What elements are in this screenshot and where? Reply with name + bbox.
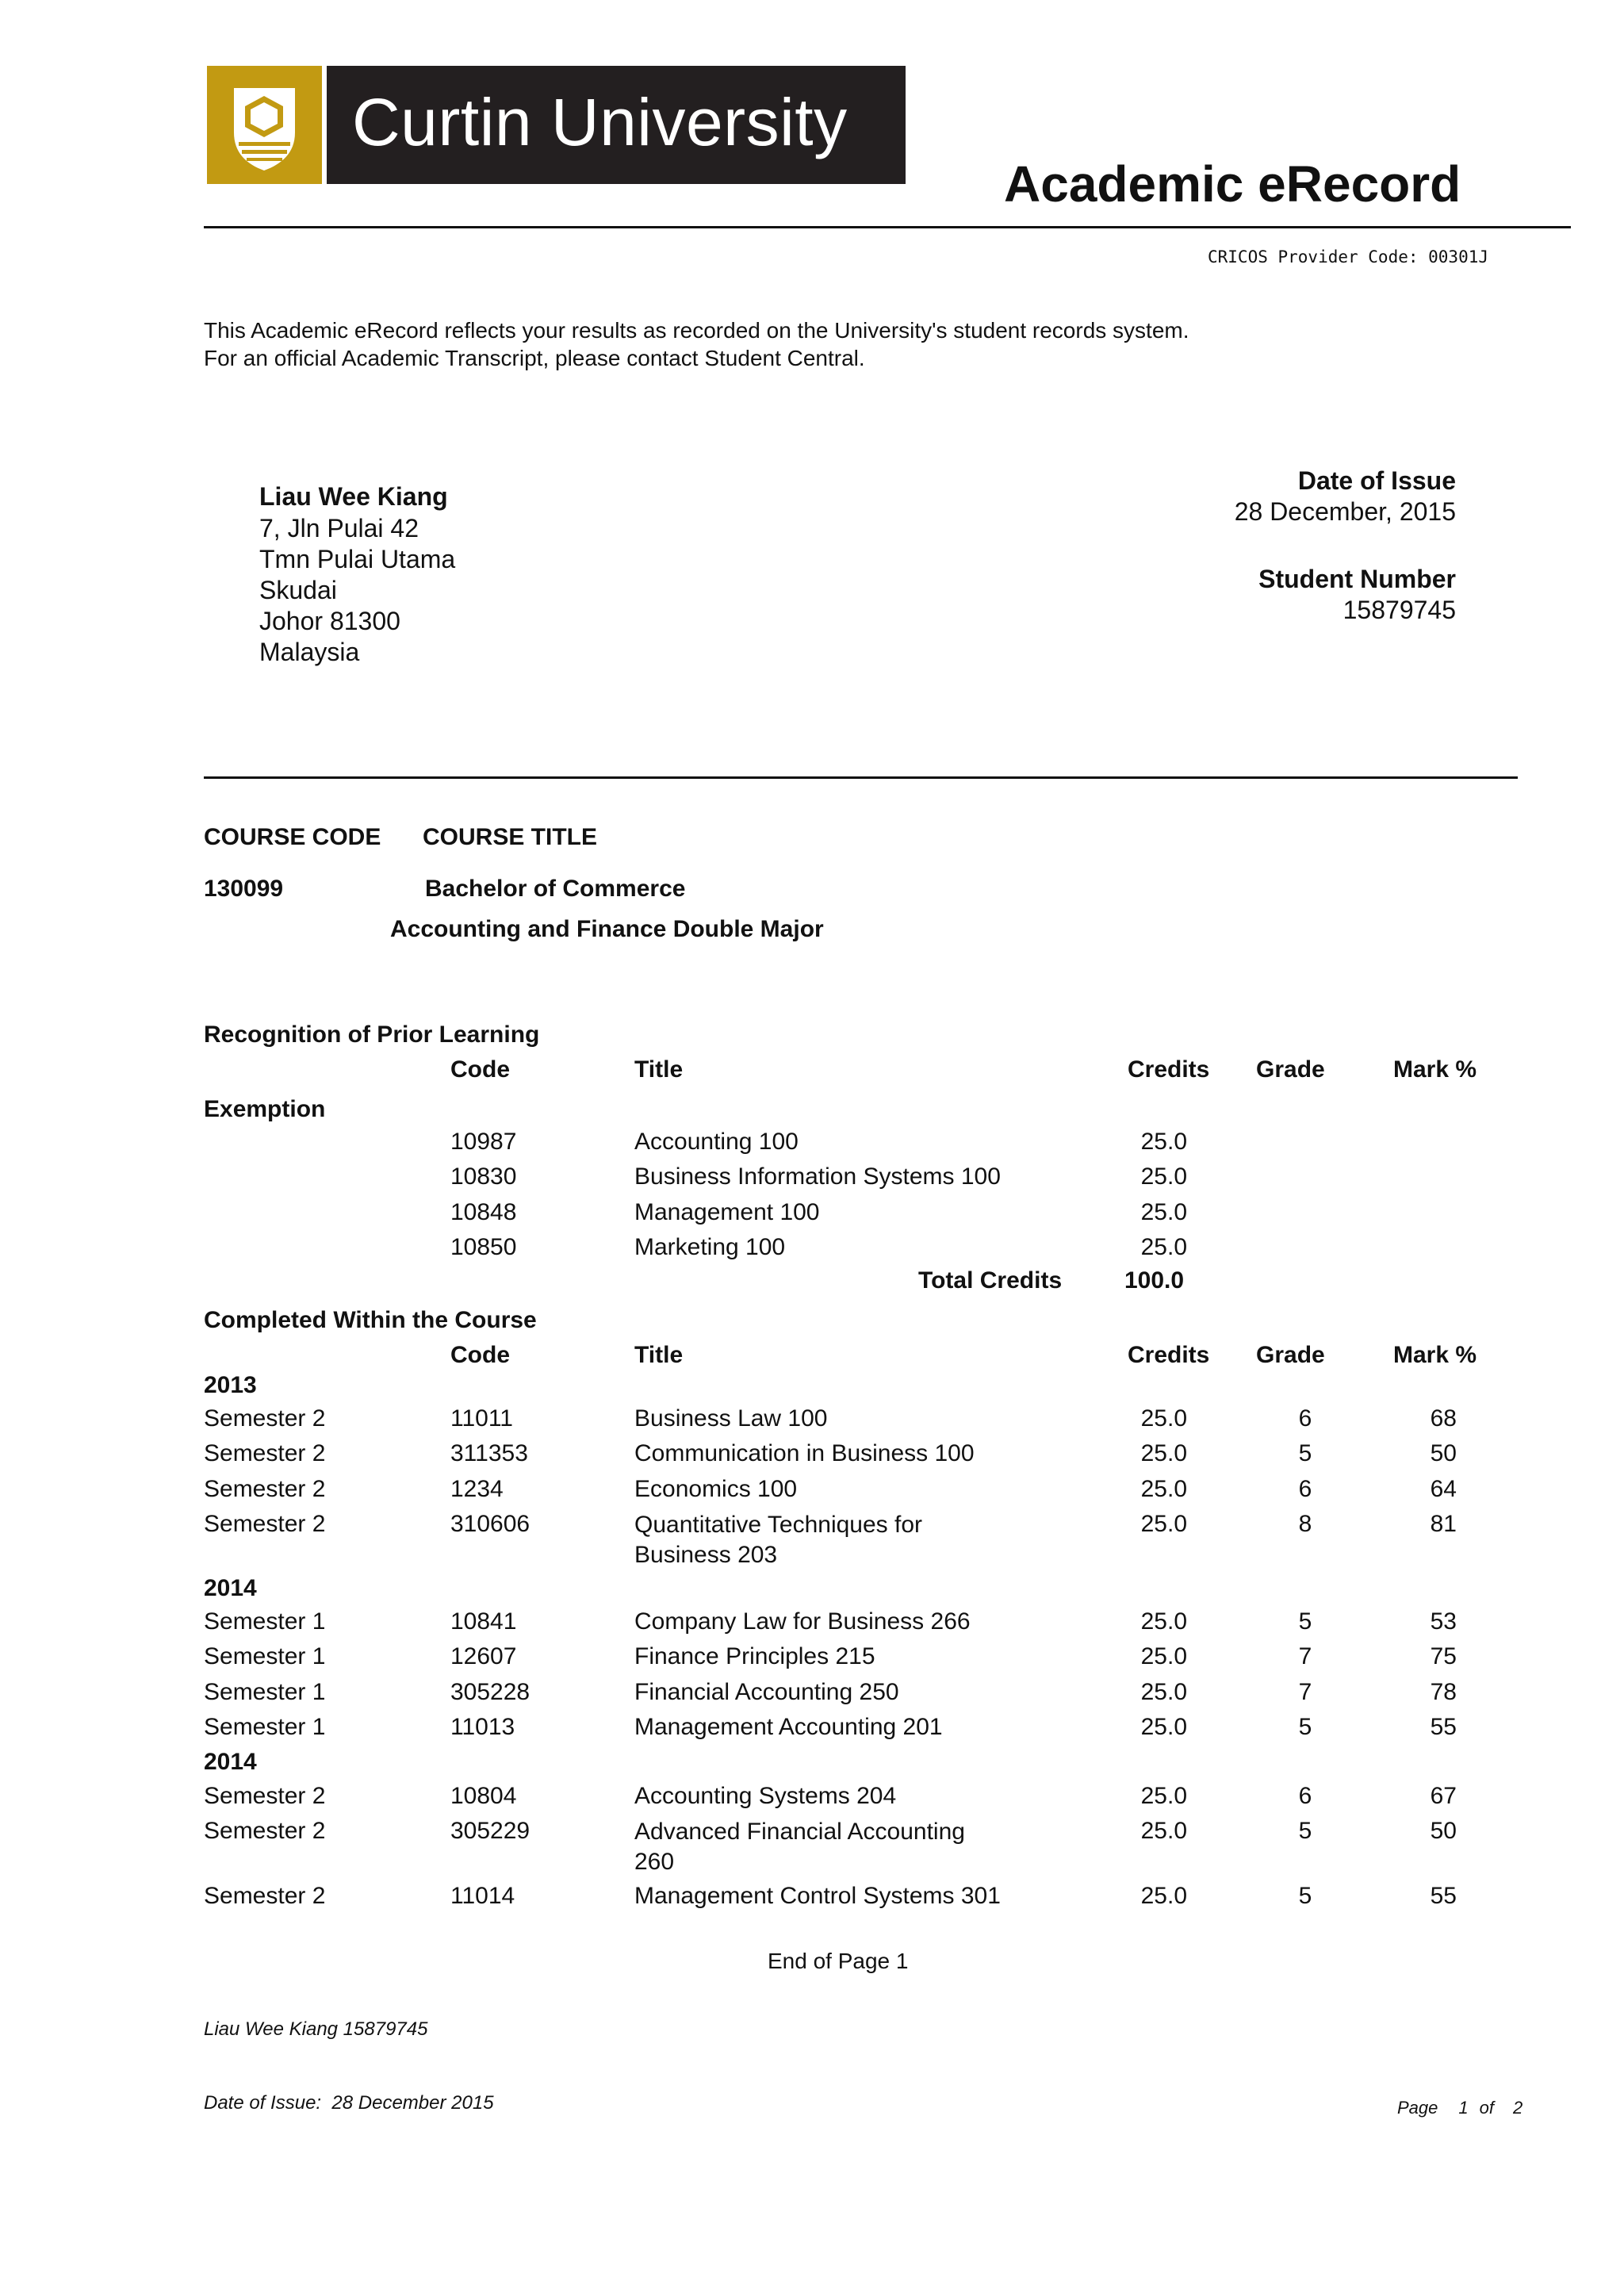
cell-credits: 25.0 [1140,1643,1187,1669]
address-line: Malaysia [259,638,360,666]
cell-credits: 25.0 [1140,1129,1187,1155]
logo-text: Curtin University [352,85,848,159]
footer-issue-line: Date of Issue: 28 December 2015 [204,2092,494,2114]
cell-code: 12607 [450,1643,517,1669]
cricos-code: CRICOS Provider Code: 00301J [1208,247,1489,266]
end-of-page: End of Page 1 [768,1949,909,1973]
cell-grade: 5 [1298,1440,1312,1466]
cell-title: Finance Principles 215 [634,1643,875,1669]
cell-credits: 25.0 [1140,1476,1187,1502]
student-name: Liau Wee Kiang [259,482,448,511]
column-header-mark: Mark % [1393,1056,1477,1083]
year-heading: 2013 [204,1372,257,1398]
intro-line-2: For an official Academic Transcript, please contact Student Central. [204,346,865,370]
cell-grade: 5 [1298,1818,1312,1844]
cell-mark: 55 [1430,1883,1457,1909]
column-header-mark: Mark % [1393,1342,1477,1368]
cell-mark: 50 [1430,1818,1457,1844]
cell-credits: 25.0 [1140,1714,1187,1740]
column-header-title: Title [634,1342,684,1368]
page-indicator [1397,2098,1522,2118]
cell-credits: 25.0 [1140,1818,1187,1844]
cell-credits: 25.0 [1140,1511,1187,1537]
cell-title: Management Accounting 201 [634,1714,943,1740]
cell-code: 10830 [450,1163,517,1190]
cell-code: 305229 [450,1818,530,1844]
cell-mark: 75 [1430,1643,1457,1669]
crest-icon [207,66,322,184]
cell-grade: 5 [1298,1883,1312,1909]
cell-title: Accounting 100 [634,1129,799,1155]
cell-title: Communication in Business 100 [634,1440,975,1466]
cell-code: 11014 [450,1883,515,1909]
cell-mark: 53 [1430,1608,1457,1635]
cell-credits: 25.0 [1140,1440,1187,1466]
cell-grade: 5 [1298,1608,1312,1635]
cell-semester: Semester 2 [204,1476,326,1502]
total-credits-value: 100.0 [1124,1267,1185,1294]
cell-grade: 7 [1298,1643,1312,1669]
year-heading: 2014 [204,1749,257,1775]
column-header-credits: Credits [1128,1056,1210,1083]
cell-credits: 25.0 [1140,1608,1187,1635]
cell-code: 11013 [450,1714,515,1740]
cell-credits: 25.0 [1140,1234,1187,1260]
cell-code: 305228 [450,1679,530,1705]
cell-code: 310606 [450,1511,530,1537]
cell-mark: 55 [1430,1714,1457,1740]
cell-title: Business Information Systems 100 [634,1163,1001,1190]
cell-mark: 50 [1430,1440,1457,1466]
section-divider [204,776,1518,779]
cell-grade: 7 [1298,1679,1312,1705]
page-word: Page [1397,2098,1438,2118]
cell-grade: 6 [1298,1476,1312,1502]
course-title: Bachelor of Commerce [425,876,686,902]
cell-credits: 25.0 [1140,1883,1187,1909]
cell-title: Advanced Financial Accounting 260 [634,1819,965,1875]
cell-mark: 78 [1430,1679,1457,1705]
rpl-subheading: Exemption [204,1096,326,1122]
cell-semester: Semester 2 [204,1818,326,1844]
cell-mark: 64 [1430,1476,1457,1502]
cell-code: 1234 [450,1476,504,1502]
course-major: Accounting and Finance Double Major [390,916,824,942]
address-line: Johor 81300 [259,607,400,635]
date-of-issue-value: 28 December, 2015 [1234,497,1456,526]
year-heading: 2014 [204,1575,257,1601]
date-of-issue-label: Date of Issue [1297,466,1456,495]
cell-semester: Semester 1 [204,1643,326,1669]
page-number: 1 [1458,2098,1469,2118]
cell-code: 10848 [450,1199,517,1225]
cell-code: 11011 [450,1405,513,1432]
address-line: Skudai [259,576,337,604]
column-header-grade: Grade [1256,1056,1325,1083]
cell-grade: 5 [1298,1714,1312,1740]
intro-line-1: This Academic eRecord reflects your results as recorded on the University's student records system. [204,318,1189,343]
cell-title: Financial Accounting 250 [634,1679,899,1705]
total-credits-label: Total Credits [918,1267,1063,1294]
cell-semester: Semester 2 [204,1405,326,1432]
student-number-label: Student Number [1258,565,1456,593]
address-line: 7, Jln Pulai 42 [259,514,419,542]
cell-title: Marketing 100 [634,1234,786,1260]
header-divider [204,226,1571,228]
cell-code: 10850 [450,1234,517,1260]
column-header-credits: Credits [1128,1342,1210,1368]
student-number-value: 15879745 [1342,596,1456,624]
completed-heading: Completed Within the Course [204,1307,537,1333]
cell-title: Economics 100 [634,1476,798,1502]
cell-title: Company Law for Business 266 [634,1608,971,1635]
cell-mark: 67 [1430,1783,1457,1809]
cell-credits: 25.0 [1140,1405,1187,1432]
cell-title: Accounting Systems 204 [634,1783,897,1809]
column-header-code: Code [450,1056,510,1083]
of-word: of [1479,2098,1494,2118]
column-header-title: Title [634,1056,684,1083]
cell-grade: 8 [1298,1511,1312,1537]
cell-mark: 81 [1430,1511,1457,1537]
cell-grade: 6 [1298,1405,1312,1432]
cell-credits: 25.0 [1140,1199,1187,1225]
address-line: Tmn Pulai Utama [259,545,456,573]
page-total: 2 [1513,2098,1523,2118]
cell-title: Management 100 [634,1199,820,1225]
course-code-header: COURSE CODE [204,824,381,850]
cell-title: Management Control Systems 301 [634,1883,1001,1909]
cell-code: 311353 [450,1440,528,1466]
cell-semester: Semester 1 [204,1714,326,1740]
rpl-heading: Recognition of Prior Learning [204,1022,540,1048]
cell-credits: 25.0 [1140,1679,1187,1705]
cell-semester: Semester 1 [204,1608,326,1635]
cell-mark: 68 [1430,1405,1457,1432]
cell-code: 10987 [450,1129,517,1155]
cell-grade: 6 [1298,1783,1312,1809]
cell-credits: 25.0 [1140,1783,1187,1809]
cell-code: 10841 [450,1608,517,1635]
footer-student-line: Liau Wee Kiang 15879745 [204,2018,428,2040]
cell-semester: Semester 2 [204,1440,326,1466]
column-header-grade: Grade [1256,1342,1325,1368]
cell-semester: Semester 1 [204,1679,326,1705]
course-title-header: COURSE TITLE [423,824,598,850]
cell-code: 10804 [450,1783,517,1809]
cell-semester: Semester 2 [204,1511,326,1537]
column-header-code: Code [450,1342,510,1368]
university-crest [207,66,322,184]
cell-semester: Semester 2 [204,1783,326,1809]
course-code: 130099 [204,876,284,902]
cell-title: Business Law 100 [634,1405,828,1432]
cell-semester: Semester 2 [204,1883,326,1909]
cell-credits: 25.0 [1140,1163,1187,1190]
document-title: Academic eRecord [1004,155,1461,213]
cell-title: Quantitative Techniques for Business 203 [634,1512,923,1568]
